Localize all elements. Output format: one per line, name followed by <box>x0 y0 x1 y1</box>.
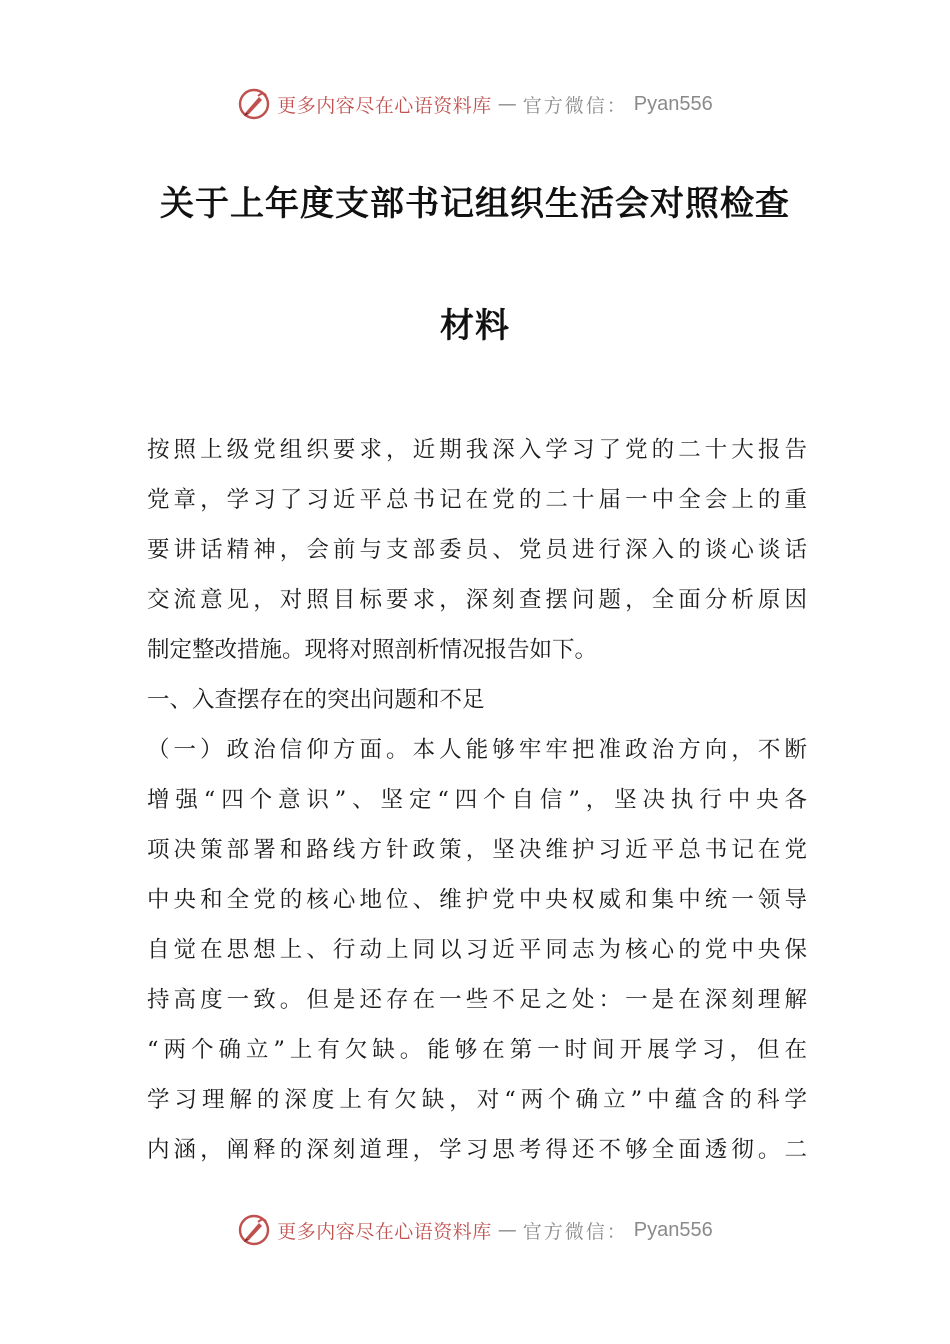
body-line: 党章，学习了习近平总书记在党的二十届一中全会上的重 <box>147 487 807 513</box>
section-heading: 一、入查摆存在的突出问题和不足 <box>147 687 485 713</box>
body-line: 交流意见，对照目标要求，深刻查摆问题，全面分析原因 <box>147 587 807 613</box>
body-line: 按照上级党组织要求，近期我深入学习了党的二十大报告 <box>147 437 807 463</box>
header-watermark <box>0 84 950 124</box>
document-title-line-2: 材料 <box>440 306 510 346</box>
footer-watermark <box>0 1210 950 1250</box>
body-line: 增强“四个意识”、坚定“四个自信”，坚决执行中央各 <box>147 787 807 813</box>
body-line: 项决策部署和路线方针政策，坚决维护习近平总书记在党 <box>147 837 807 863</box>
watermark-dash: — <box>497 1219 517 1241</box>
body-line: 制定整改措施。现将对照剖析情况报告如下。 <box>147 637 598 663</box>
body-line: 学习理解的深度上有欠缺，对“两个确立”中蕴含的科学 <box>147 1087 807 1113</box>
document-title-line-1: 关于上年度支部书记组织生活会对照检查 <box>160 184 790 224</box>
watermark-dash: — <box>497 93 517 115</box>
watermark-contact-label: 官方微信： <box>522 1220 628 1243</box>
pen-logo-icon <box>237 87 271 121</box>
document-body <box>147 430 807 1180</box>
body-line: 持高度一致。但是还存在一些不足之处：一是在深刻理解 <box>147 987 807 1013</box>
watermark-contact-id: Pyan556 <box>633 92 713 115</box>
body-line: 中央和全党的核心地位、维护党中央权威和集中统一领导 <box>147 887 807 913</box>
body-line: 自觉在思想上、行动上同以习近平同志为核心的党中央保 <box>147 937 807 963</box>
watermark-text: 更多内容尽在心语资料库 <box>277 1220 492 1243</box>
body-line: “两个确立”上有欠缺。能够在第一时间开展学习，但在 <box>147 1037 807 1063</box>
watermark-contact-id: Pyan556 <box>633 1218 713 1241</box>
watermark-text: 更多内容尽在心语资料库 <box>277 94 492 117</box>
watermark-contact-label: 官方微信： <box>522 94 628 117</box>
body-line: 内涵，阐释的深刻道理，学习思考得还不够全面透彻。二 <box>147 1137 807 1163</box>
body-line: 要讲话精神，会前与支部委员、党员进行深入的谈心谈话 <box>147 537 807 563</box>
pen-logo-icon <box>237 1213 271 1247</box>
body-line: （一）政治信仰方面。本人能够牢牢把准政治方向，不断 <box>147 737 807 763</box>
